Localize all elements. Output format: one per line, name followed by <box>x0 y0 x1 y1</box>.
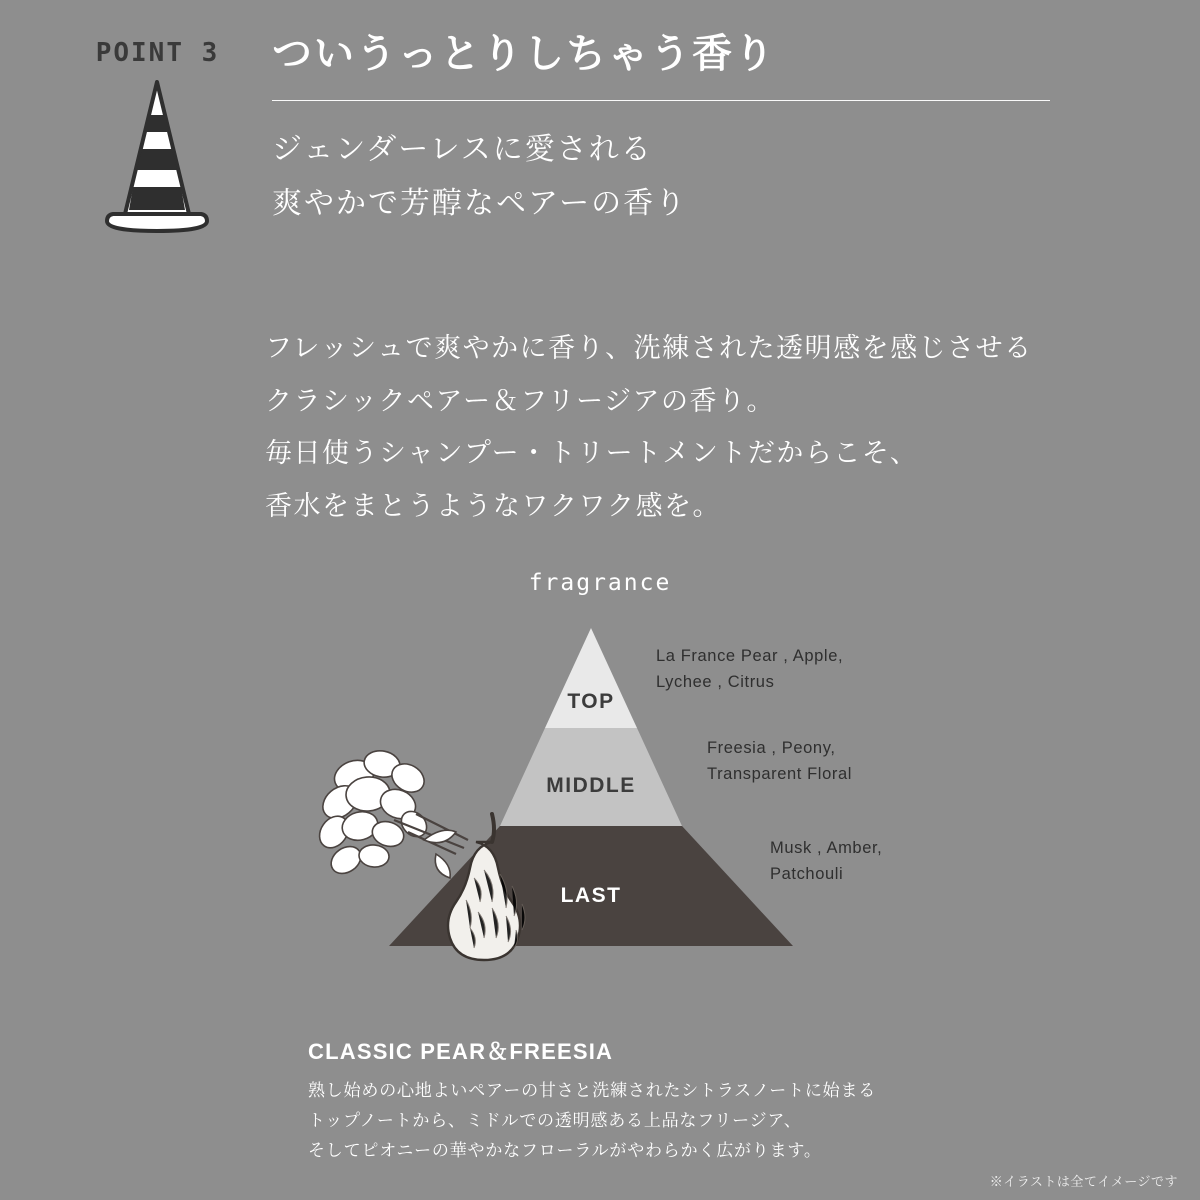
footnote: ※イラストは全てイメージです <box>989 1174 1178 1189</box>
note-last <box>770 836 882 887</box>
note-middle-line-2: Transparent Floral <box>707 764 852 783</box>
fragrance-desc-line-2: トップノートから、ミドルでの透明感ある上品なフリージア、 <box>308 1110 802 1130</box>
fragrance-desc-line-3: そしてピオニーの華やかなフローラルがやわらかく広がります。 <box>308 1140 822 1160</box>
pyramid-tier-middle-label: MIDDLE <box>546 774 636 797</box>
title-area <box>272 28 1072 231</box>
body-line-4: 香水をまとうようなワクワク感を。 <box>265 490 721 521</box>
fragrance-desc-line-1: 熟し始めの心地よいペアーの甘さと洗練されたシトラスノートに始まる <box>308 1081 877 1100</box>
fragrance-name-title: CLASSIC PEAR＆FREESIA <box>308 1039 614 1064</box>
note-top <box>656 644 843 695</box>
note-middle <box>707 736 852 787</box>
note-top-line-2: Lychee , Citrus <box>656 672 775 691</box>
traffic-cone-icon <box>85 74 230 244</box>
subtitle-line-1: ジェンダーレスに愛される <box>272 133 653 166</box>
note-middle-line-1: Freesia , Peony, <box>707 739 836 757</box>
note-last-line-2: Patchouli <box>770 864 844 883</box>
pyramid-tier-top-label: TOP <box>567 690 615 713</box>
fragrance-pyramid-section <box>0 628 1200 958</box>
note-top-line-1: La France Pear , Apple, <box>656 647 844 665</box>
title-divider <box>272 100 1050 101</box>
pyramid-tier-last-label: LAST <box>560 884 622 907</box>
note-last-line-1: Musk , Amber, <box>770 839 883 857</box>
body-copy <box>265 322 1165 533</box>
fragrance-section-label: fragrance <box>528 570 672 596</box>
bottom-copy <box>308 1035 1168 1165</box>
pear-illustration <box>430 808 560 968</box>
body-line-2: クラシックペアー＆フリージアの香り。 <box>265 385 776 416</box>
point-label: POINT 3 <box>95 38 220 68</box>
subtitle-line-2: 爽やかで芳醇なペアーの香り <box>272 187 688 220</box>
body-line-3: 毎日使うシャンプー・トリートメントだからこそ、 <box>265 438 919 469</box>
point-block <box>85 38 230 244</box>
page-title: ついうっとりしちゃう香り <box>272 32 776 76</box>
header-section <box>0 28 1200 258</box>
body-line-1: フレッシュで爽やかに香り、洗練された透明感を感じさせる <box>265 333 1033 363</box>
